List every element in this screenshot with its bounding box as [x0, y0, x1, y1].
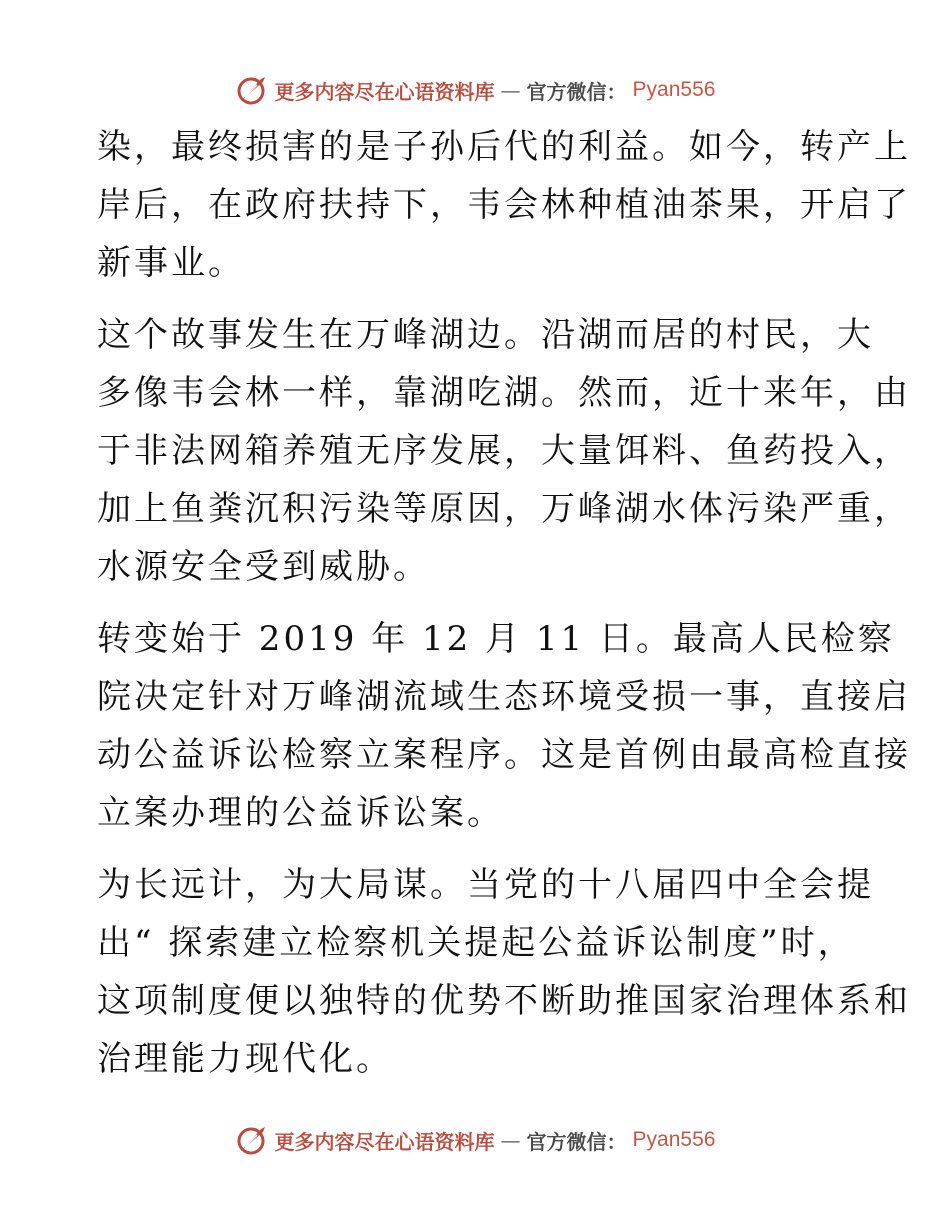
text-line: 多像韦会林一样，靠湖吃湖。然而，近十来年，由 — [97, 373, 911, 413]
text-line: 这项制度便以独特的优势不断助推国家治理体系和 — [97, 981, 911, 1021]
text-line: 加上鱼粪沉积污染等原因，万峰湖水体污染严重， — [97, 489, 911, 529]
quill-logo-icon — [235, 73, 269, 107]
text-line: 岸后，在政府扶持下，韦会林种植油茶果，开启了 — [97, 185, 911, 225]
text-line: 染，最终损害的是子孙后代的利益。如今，转产上 — [97, 127, 911, 167]
paragraph-2 — [97, 306, 911, 596]
paragraph-1 — [97, 118, 911, 292]
text-line: 为长远计，为大局谋。当党的十八届四中全会提 — [97, 865, 874, 905]
header-watermark — [0, 70, 950, 110]
text-line: 治理能力现代化。 — [97, 1039, 393, 1079]
quill-logo-icon — [235, 1123, 269, 1157]
text-line: 水源安全受到威胁。 — [97, 547, 430, 587]
watermark-dash: — — [500, 78, 521, 102]
text-line: 出“ 探索建立检察机关提起公益诉讼制度”时， — [97, 923, 855, 963]
paragraph-4 — [97, 856, 911, 1088]
watermark-label: 官方微信： — [526, 79, 627, 104]
watermark-dash: — — [500, 1128, 521, 1152]
watermark-site-text: 更多内容尽在心语资料库 — [274, 1129, 495, 1154]
text-line: 转变始于 2019 年 12 月 11 日。最高人民检察 — [97, 619, 895, 659]
text-line: 这个故事发生在万峰湖边。沿湖而居的村民，大 — [97, 315, 874, 355]
watermark-label: 官方微信： — [526, 1129, 627, 1154]
watermark-wechat-id: Pyan556 — [632, 78, 716, 101]
text-line: 于非法网箱养殖无序发展，大量饵料、鱼药投入， — [97, 431, 911, 471]
text-line: 院决定针对万峰湖流域生态环境受损一事，直接启 — [97, 677, 911, 717]
watermark-site-text: 更多内容尽在心语资料库 — [274, 79, 495, 104]
body-text — [97, 118, 911, 1102]
paragraph-3 — [97, 610, 911, 842]
text-line: 动公益诉讼检察立案程序。这是首例由最高检直接 — [97, 735, 911, 775]
footer-watermark — [0, 1120, 950, 1160]
watermark-wechat-id: Pyan556 — [632, 1128, 716, 1151]
text-line: 立案办理的公益诉讼案。 — [97, 793, 504, 833]
text-line: 新事业。 — [97, 243, 245, 283]
